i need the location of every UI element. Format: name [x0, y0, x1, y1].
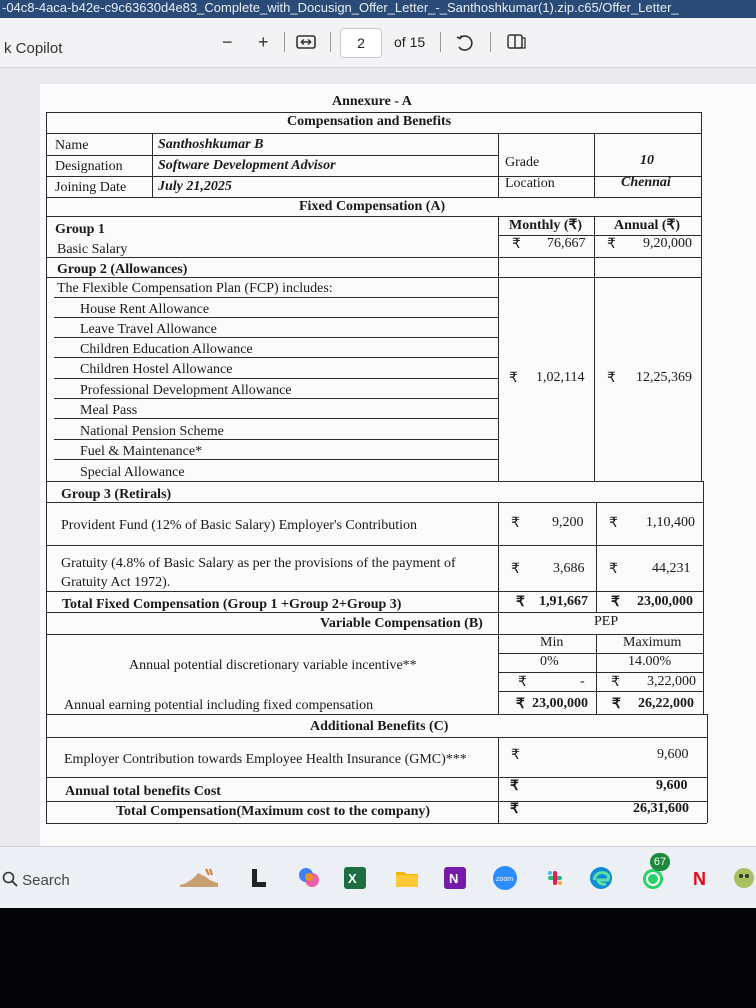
rupee-symbol: ₹ [510, 779, 519, 794]
zoom-in-button[interactable]: + [258, 32, 269, 52]
copilot-icon[interactable] [296, 865, 322, 891]
allowance-item: Professional Development Allowance [80, 383, 292, 398]
rupee-symbol: ₹ [609, 516, 618, 531]
zoom-icon-text: zoom [496, 876, 514, 883]
earning-max-value: 26,22,000 [638, 696, 694, 711]
pf-annual-value: 1,10,400 [646, 515, 695, 530]
group2-label: Group 2 (Allowances) [57, 262, 188, 277]
zoom-out-button[interactable]: − [222, 32, 233, 52]
location-value: Chennai [621, 175, 671, 190]
edge-icon[interactable] [588, 865, 614, 891]
fixed-comp-header: Fixed Compensation (A) [299, 199, 446, 214]
total-compensation-label: Total Compensation(Maximum cost to the company) [116, 804, 431, 819]
benefits-cost-value: 9,600 [656, 778, 688, 793]
variable-comp-header: Variable Compensation (B) [320, 616, 483, 631]
location-label: Location [505, 176, 555, 191]
gmc-value: 9,600 [657, 747, 689, 762]
pf-label: Provident Fund (12% of Basic Salary) Employer's Contribution [61, 518, 417, 533]
dark-app-icon[interactable] [246, 865, 272, 891]
min-percent-value: 0% [540, 654, 559, 669]
name-value: Santhoshkumar B [158, 137, 264, 152]
svg-text:N: N [693, 869, 706, 889]
total-fixed-monthly-value: 1,91,667 [539, 594, 588, 609]
n-app-icon[interactable] [688, 865, 714, 891]
designation-label: Designation [55, 159, 123, 174]
grade-label: Grade [505, 155, 540, 170]
allowance-annual-value: 12,25,369 [636, 370, 692, 385]
gmc-label: Employer Contribution towards Employee Health Insurance (GMC)*** [64, 752, 467, 767]
min-header: Min [540, 635, 564, 650]
onenote-icon[interactable] [442, 865, 468, 891]
windows-taskbar [0, 846, 756, 908]
basic-salary-label: Basic Salary [57, 242, 128, 257]
pep-label: PEP [594, 614, 619, 629]
rupee-symbol: ₹ [516, 697, 525, 712]
gratuity-annual-value: 44,231 [652, 561, 691, 576]
svg-text:N: N [449, 871, 459, 886]
annexure-title: Annexure - A [332, 94, 412, 109]
annual-header: Annual (₹) [614, 218, 681, 233]
allowance-monthly-value: 1,02,114 [536, 370, 585, 385]
slack-icon[interactable] [542, 865, 568, 891]
rupee-symbol: ₹ [510, 802, 519, 817]
max-amount-value: 3,22,000 [647, 674, 696, 689]
max-header: Maximum [623, 635, 682, 650]
file-explorer-icon[interactable] [394, 865, 420, 891]
shoe-widget-icon[interactable] [176, 865, 222, 891]
svg-text:X: X [348, 871, 357, 886]
group3-label: Group 3 (Retirals) [61, 487, 172, 502]
group1-label: Group 1 [55, 222, 105, 237]
joining-date-label: Joining Date [55, 180, 127, 195]
allowance-item: Children Hostel Allowance [80, 362, 233, 377]
rupee-symbol: ₹ [609, 562, 618, 577]
excel-icon[interactable] [342, 865, 368, 891]
rupee-symbol: ₹ [611, 595, 620, 610]
allowance-item: National Pension Scheme [80, 424, 224, 439]
joining-date-value: July 21,2025 [158, 179, 232, 194]
rupee-symbol: ₹ [511, 516, 520, 531]
rupee-symbol: ₹ [511, 562, 520, 577]
rupee-symbol: ₹ [511, 748, 520, 763]
search-label: Search [22, 872, 70, 889]
pf-monthly-value: 9,200 [552, 515, 584, 530]
notification-badge: 67 [650, 853, 670, 871]
rupee-symbol: ₹ [607, 237, 616, 252]
page-total-label: of 15 [394, 34, 426, 50]
grade-value: 10 [640, 153, 654, 168]
rupee-symbol: ₹ [512, 237, 521, 252]
annexure-subtitle: Compensation and Benefits [287, 114, 452, 129]
max-percent-value: 14.00% [628, 654, 672, 669]
basic-annual-value: 9,20,000 [643, 236, 692, 251]
benefits-cost-label: Annual total benefits Cost [65, 784, 221, 799]
earning-min-value: 23,00,000 [532, 696, 588, 711]
copilot-tab-label[interactable]: k Copilot [4, 40, 63, 57]
rupee-symbol: ₹ [611, 675, 620, 690]
search-icon [2, 871, 18, 887]
designation-value: Software Development Advisor [158, 158, 336, 173]
allowance-item: Leave Travel Allowance [80, 322, 217, 337]
total-fixed-label: Total Fixed Compensation (Group 1 +Group 2+Group 3) [62, 597, 402, 612]
total-fixed-annual-value: 23,00,000 [637, 594, 693, 609]
allowance-item: House Rent Allowance [80, 302, 210, 317]
window-title: -04c8-4aca-b42e-c9c63630d4e83_Complete_with_Docusign_Offer_Letter_-_Santhoshkumar(1).zip.c65/Offer_Letter_ [2, 0, 679, 15]
zoom-icon[interactable] [492, 865, 518, 891]
rupee-symbol: ₹ [509, 371, 518, 386]
page-number-input[interactable]: 2 [340, 28, 382, 58]
sticker-icon[interactable] [730, 865, 756, 891]
additional-benefits-header: Additional Benefits (C) [310, 719, 449, 734]
gratuity-label-line1: Gratuity (4.8% of Basic Salary as per the provisions of the payment of [61, 556, 456, 571]
taskbar-search[interactable] [2, 871, 70, 889]
earning-potential-label: Annual earning potential including fixed compensation [64, 698, 374, 713]
incentive-label: Annual potential discretionary variable incentive** [129, 658, 417, 673]
rupee-symbol: ₹ [612, 697, 621, 712]
basic-monthly-value: 76,667 [547, 236, 586, 251]
total-compensation-value: 26,31,600 [633, 801, 689, 816]
rupee-symbol: ₹ [518, 675, 527, 690]
rupee-symbol: ₹ [516, 595, 525, 610]
min-amount-value: - [580, 674, 585, 689]
monthly-header: Monthly (₹) [509, 218, 583, 233]
allowance-item: Meal Pass [80, 403, 138, 418]
gratuity-label-line2: Gratuity Act 1972). [61, 575, 171, 590]
screen-bezel [0, 908, 756, 1008]
fcp-description: The Flexible Compensation Plan (FCP) includes: [57, 281, 333, 296]
allowance-item: Fuel & Maintenance* [80, 444, 203, 459]
name-label: Name [55, 138, 89, 153]
rupee-symbol: ₹ [607, 371, 616, 386]
gratuity-monthly-value: 3,686 [553, 561, 585, 576]
allowance-item: Special Allowance [80, 465, 185, 480]
allowance-item: Children Education Allowance [80, 342, 253, 357]
